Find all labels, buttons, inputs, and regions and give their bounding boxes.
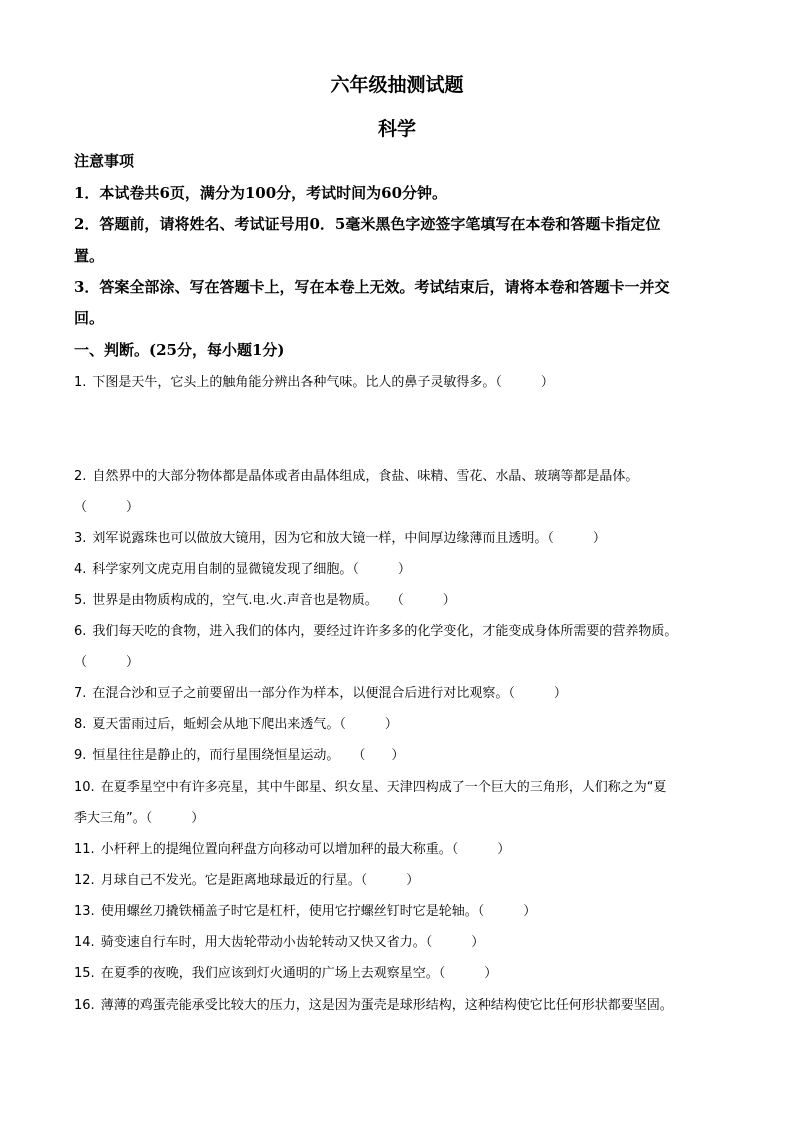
- question-text: 月球自己不发光。它是距离地球最近的行星。（ ）: [100, 873, 420, 888]
- question-text: 薄薄的鸡蛋壳能承受比较大的压力，这是因为蛋壳是球形结构，这种结构使它比任何形状都要坚固。: [100, 998, 673, 1013]
- question-number: 16.: [74, 998, 95, 1013]
- question-text: 下图是天牛，它头上的触角能分辨出各种气味。比人的鼻子灵敏得多。（ ）: [92, 375, 554, 390]
- question-text: 在夏季的夜晚，我们应该到灯火通明的广场上去观察星空。（ ）: [100, 966, 498, 981]
- question-15: [74, 962, 724, 981]
- notice-item-2: 2．答题前，请将姓名、考试证号用0．5毫米黑色字迹签字笔填写在本卷和答题卡指定位: [74, 215, 661, 233]
- question-number: 1.: [74, 375, 87, 390]
- question-text: 恒星往往是静止的，而行星围绕恒星运动。 （ ）: [92, 748, 405, 763]
- question-text: 使用螺丝刀撬铁桶盖子时它是杠杆，使用它拧螺丝钉时它是轮轴。（ ）: [100, 904, 537, 919]
- question-13: [74, 900, 724, 919]
- question-1: [74, 371, 724, 390]
- question-number: 8.: [74, 717, 87, 732]
- notice-item-3: 3．答案全部涂、写在答题卡上，写在本卷上无效。考试结束后，请将本卷和答题卡一并交: [74, 278, 670, 296]
- question-2: [74, 465, 724, 484]
- question-number: 10.: [74, 780, 95, 795]
- section-heading: 一、判断。(25分，每小题1分): [74, 341, 285, 359]
- question-text: 小杆秤上的提绳位置向秤盘方向移动可以增加秤的最大称重。（ ）: [100, 842, 511, 857]
- question-8: [74, 713, 724, 732]
- question-9: [74, 744, 724, 763]
- question-12: [74, 869, 724, 888]
- question-number: 6.: [74, 624, 87, 639]
- notice-heading: 注意事项: [74, 152, 135, 170]
- question-5: [74, 589, 724, 608]
- question-number: 2.: [74, 469, 87, 484]
- question-text: 季大三角”。（ ）: [74, 811, 205, 826]
- question-text: 世界是由物质构成的，空气.电.火.声音也是物质。 （ ）: [92, 593, 456, 608]
- question-6: [74, 620, 724, 639]
- question-6-blank: [74, 651, 724, 670]
- notice-item-2-cont: 置。: [74, 247, 105, 265]
- question-number: 11.: [74, 842, 95, 857]
- question-number: 12.: [74, 873, 95, 888]
- question-text: 在夏季星空中有许多亮星，其中牛郎星、织女星、天津四构成了一个巨大的三角形，人们称之为“夏: [100, 780, 667, 795]
- question-number: 7.: [74, 686, 87, 701]
- question-7: [74, 682, 724, 701]
- question-16: [74, 994, 724, 1013]
- question-number: 4.: [74, 562, 87, 577]
- question-text: 自然界中的大部分物体都是晶体或者由晶体组成，食盐、味精、雪花、水晶、玻璃等都是晶体。: [92, 469, 639, 484]
- question-text: （ ）: [74, 655, 140, 670]
- notice-item-3-cont: 回。: [74, 309, 105, 327]
- question-text: （ ）: [74, 500, 140, 515]
- question-number: 3.: [74, 531, 87, 546]
- question-text: 刘军说露珠也可以做放大镜用，因为它和放大镜一样，中间厚边缘薄而且透明。（ ）: [92, 531, 606, 546]
- question-11: [74, 838, 724, 857]
- question-number: 13.: [74, 904, 95, 919]
- question-text: 在混合沙和豆子之前要留出一部分作为样本，以便混合后进行对比观察。（ ）: [92, 686, 567, 701]
- question-text: 科学家列文虎克用自制的显微镜发现了细胞。（ ）: [92, 562, 411, 577]
- question-2-blank: [74, 496, 724, 515]
- question-text: 我们每天吃的食物，进入我们的体内，要经过许许多多的化学变化，才能变成身体所需要的营养物质。: [92, 624, 678, 639]
- question-3: [74, 527, 724, 546]
- question-4: [74, 558, 724, 577]
- question-number: 5.: [74, 593, 87, 608]
- question-14: [74, 931, 724, 950]
- question-10: [74, 776, 724, 795]
- notice-item-1: 1．本试卷共6页，满分为100分，考试时间为60分钟。: [74, 184, 448, 202]
- question-number: 15.: [74, 966, 95, 981]
- question-number: 14.: [74, 935, 95, 950]
- question-10-cont: [74, 807, 724, 826]
- exam-title: 六年级抽测试题: [330, 74, 464, 96]
- question-text: 夏天雷雨过后，蚯蚓会从地下爬出来透气。（ ）: [92, 717, 398, 732]
- question-number: 9.: [74, 748, 87, 763]
- question-text: 骑变速自行车时，用大齿轮带动小齿轮转动又快又省力。（ ）: [100, 935, 485, 950]
- subject-title: 科学: [377, 118, 416, 140]
